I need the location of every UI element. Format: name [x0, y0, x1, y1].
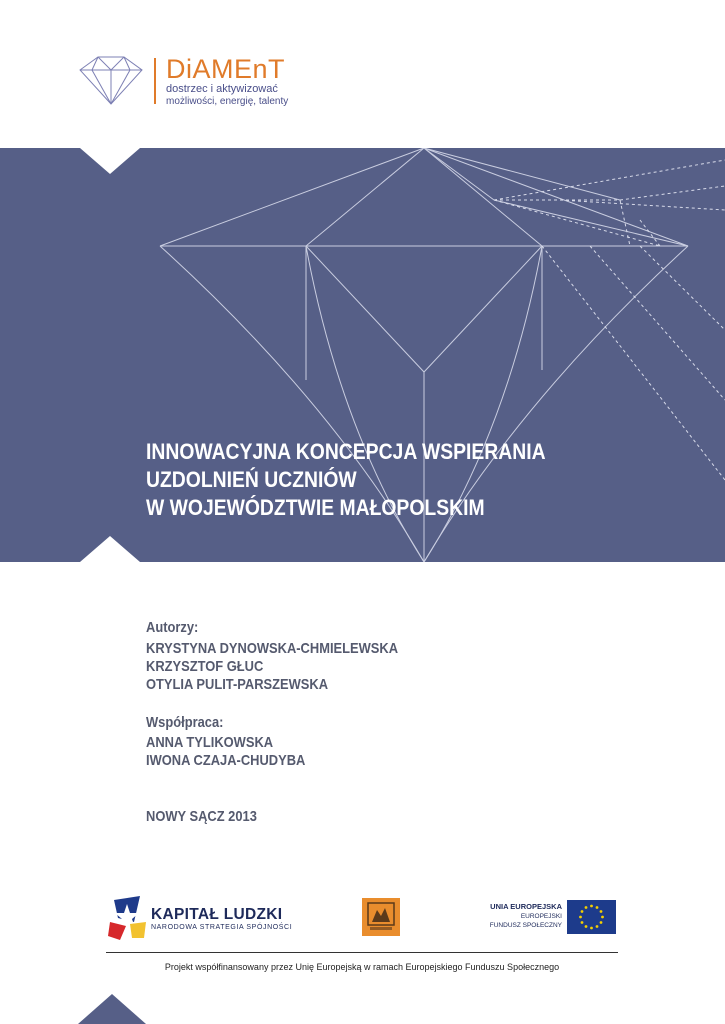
- footer-divider: [106, 952, 618, 953]
- eu-label: [470, 902, 562, 930]
- kapital-ludzki-name: KAPITAŁ LUDZKI: [151, 906, 283, 923]
- bottom-corner-triangle: [78, 994, 146, 1024]
- author-name: KRZYSZTOF GŁUC: [146, 658, 264, 675]
- kapital-ludzki-subtitle: NARODOWA STRATEGIA SPÓJNOŚCI: [151, 924, 293, 931]
- diamond-logo-icon: [78, 54, 144, 106]
- logo-tagline-1: dostrzec i aktywizować: [166, 83, 278, 95]
- document-title: [146, 438, 611, 522]
- authors-heading: Autorzy:: [146, 619, 199, 636]
- author-name: OTYLIA PULIT-PARSZEWSKA: [146, 676, 329, 693]
- eu-label-line-2: EUROPEJSKI: [520, 913, 562, 920]
- place-year: NOWY SĄCZ 2013: [146, 808, 257, 825]
- eu-label-line-3: FUNDUSZ SPOŁECZNY: [489, 922, 562, 929]
- cofinancing-note: Projekt współfinansowany przez Unię Europejską w ramach Europejskiego Funduszu Społecznego: [164, 962, 560, 972]
- logo-tagline-2: możliwości, energię, talenty: [166, 96, 289, 107]
- collaborator-name: IWONA CZAJA-CHUDYBA: [146, 752, 306, 769]
- banner-bottom-notch: [80, 536, 140, 562]
- title-line-1: INNOWACYJNA KONCEPCJA WSPIERANIA: [146, 439, 546, 464]
- collaborator-name: ANNA TYLIKOWSKA: [146, 734, 274, 751]
- logo-name: DiAMEnT: [166, 54, 286, 84]
- logo-divider: [154, 58, 156, 104]
- malopolska-emblem-icon: [362, 898, 400, 936]
- eu-flag-icon: [567, 900, 616, 934]
- title-line-3: W WOJEWÓDZTWIE MAŁOPOLSKIM: [146, 495, 485, 520]
- title-line-2: UZDOLNIEŃ UCZNIÓW: [146, 467, 357, 492]
- eu-stars-icon: [567, 900, 616, 934]
- kapital-ludzki-star-icon: [106, 892, 148, 942]
- eu-label-line-1: UNIA EUROPEJSKA: [490, 902, 562, 911]
- collaboration-heading: Współpraca:: [146, 714, 224, 731]
- author-name: KRYSTYNA DYNOWSKA-CHMIELEWSKA: [146, 640, 399, 657]
- banner-top-notch: [80, 148, 140, 174]
- malopolska-logo: [362, 898, 400, 936]
